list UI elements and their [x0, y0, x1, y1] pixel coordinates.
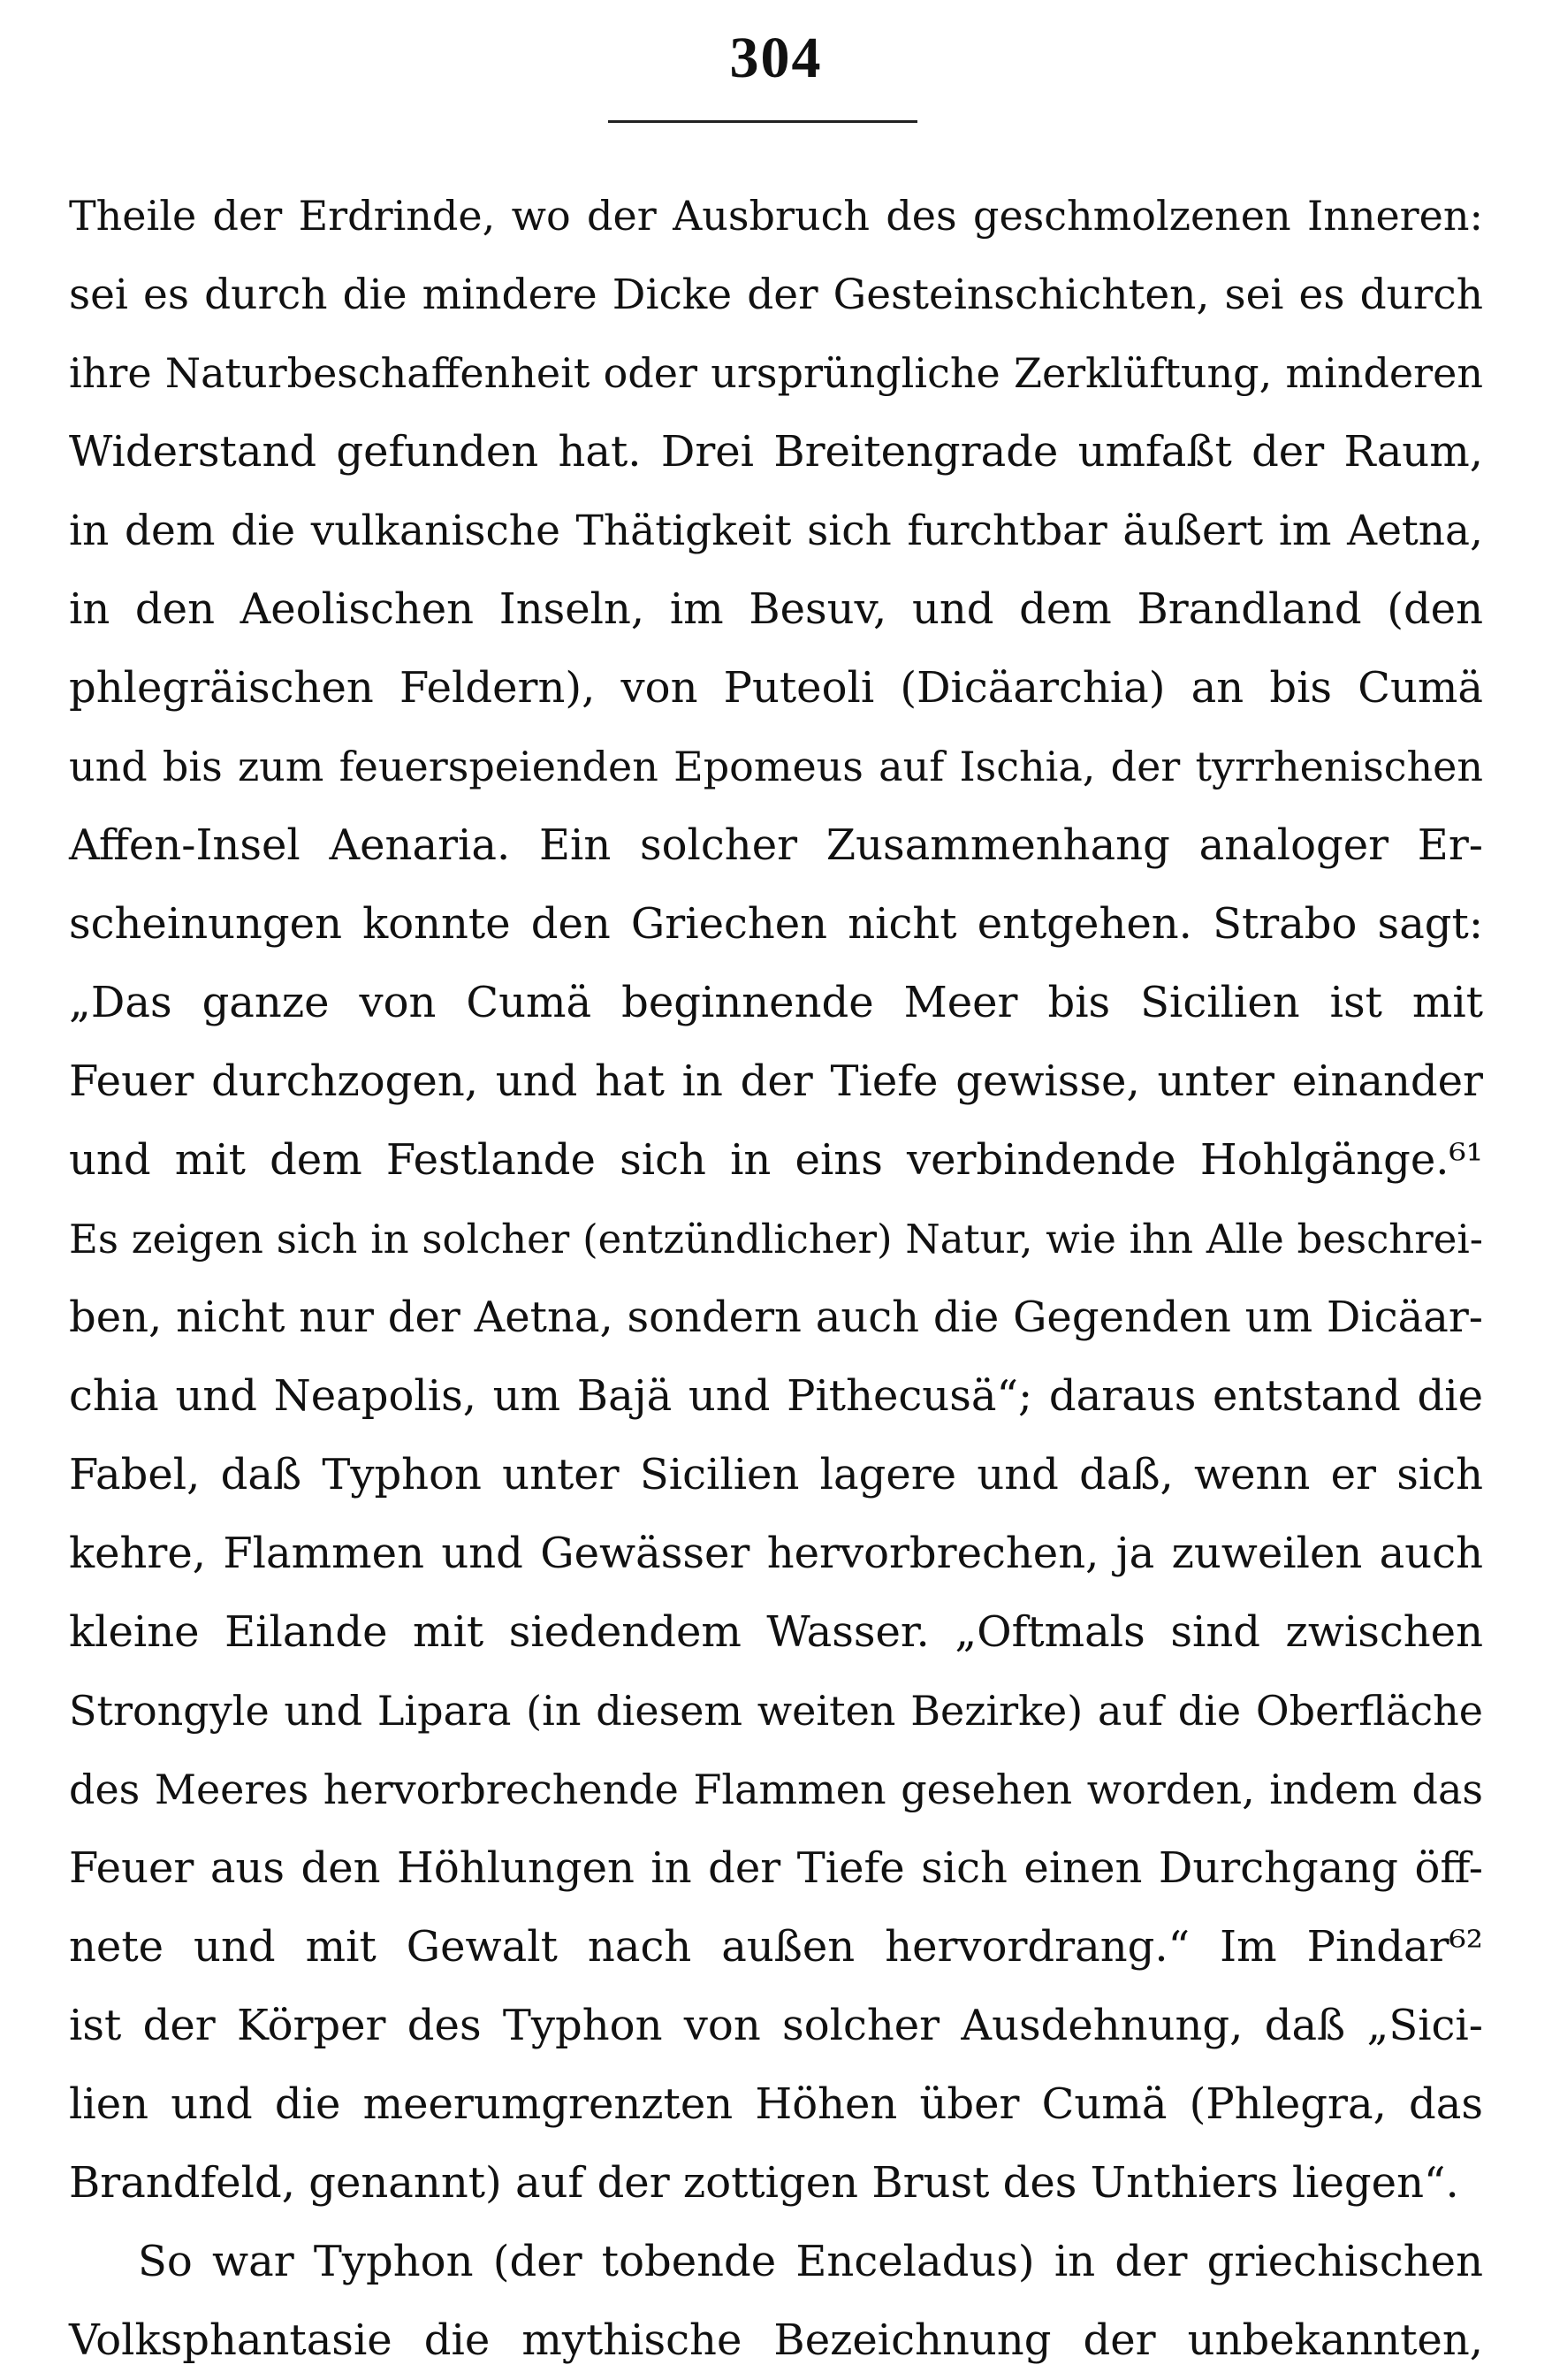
body-text	[69, 177, 1483, 2380]
page-number: 304	[729, 26, 823, 90]
text-line: Volksphantasie die mythische Bezeichnung der unbekannten,	[69, 2315, 1483, 2365]
text-line: und bis zum feuerspeienden Epomeus auf Ischia, der tyrrhenischen	[69, 743, 1483, 790]
text-line: ben, nicht nur der Aetna, sondern auch die Gegenden um Dicäar-	[69, 1293, 1483, 1342]
text-line: phlegräischen Feldern), von Puteoli (Dicäarchia) an bis Cumä	[69, 663, 1483, 713]
text-line: Widerstand gefunden hat. Drei Breitengrade umfaßt der Raum,	[69, 427, 1483, 477]
text-line: Feuer aus den Höhlungen in der Tiefe sich einen Durchgang öff-	[69, 1843, 1483, 1893]
text-line: „Das ganze von Cumä beginnende Meer bis Sicilien ist mit	[69, 978, 1483, 1027]
text-line: in den Aeolischen Inseln, im Besuv, und dem Brandland (den	[69, 584, 1483, 634]
text-line: und mit dem Festlande sich in eins verbindende Hohlgänge.⁶¹	[69, 1135, 1483, 1185]
text-line: Fabel, daß Typhon unter Sicilien lagere und daß, wenn er sich	[69, 1450, 1483, 1499]
text-line: des Meeres hervorbrechende Flammen gesehen worden, indem das	[69, 1766, 1483, 1813]
text-line: lien und die meerumgrenzten Höhen über Cumä (Phlegra, das	[69, 2079, 1483, 2129]
header-rule	[608, 120, 917, 123]
text-line: Strongyle und Lipara (in diesem weiten Bezirke) auf die Oberfläche	[69, 1687, 1483, 1735]
paragraph-end-line: Brandfeld, genannt) auf der zottigen Brust des Unthiers liegen“.	[69, 2158, 1459, 2208]
text-line: scheinungen konnte den Griechen nicht entgehen. Strabo sagt:	[69, 899, 1483, 949]
text-line: ihre Naturbeschaffenheit oder ursprüngliche Zerklüftung, minderen	[69, 349, 1483, 397]
text-line: Theile der Erdrinde, wo der Ausbruch des geschmolzenen Inneren:	[69, 192, 1483, 240]
paragraph-start-line: So war Typhon (der tobende Enceladus) in der griechischen	[138, 2237, 1483, 2286]
text-line: sei es durch die mindere Dicke der Gesteinschichten, sei es durch	[69, 271, 1483, 319]
text-line: kleine Eilande mit siedendem Wasser. „Oftmals sind zwischen	[69, 1607, 1483, 1657]
text-line: ist der Körper des Typhon von solcher Ausdehnung, daß „Sici-	[69, 2001, 1483, 2050]
text-line: Affen-Insel Aenaria. Ein solcher Zusammenhang analoger Er-	[69, 820, 1483, 870]
text-line: chia und Neapolis, um Bajä und Pithecusä“; daraus entstand die	[69, 1371, 1483, 1421]
text-line: nete und mit Gewalt nach außen hervordrang.“ Im Pindar⁶²	[69, 1922, 1483, 1972]
text-line: in dem die vulkanische Thätigkeit sich furchtbar äußert im Aetna,	[69, 507, 1483, 555]
text-line: kehre, Flammen und Gewässer hervorbrechen, ja zuweilen auch	[69, 1529, 1483, 1578]
text-line: Es zeigen sich in solcher (entzündlicher) Natur, wie ihn Alle beschrei-	[69, 1216, 1483, 1262]
text-line: Feuer durchzogen, und hat in der Tiefe gewisse, unter einander	[69, 1057, 1483, 1106]
